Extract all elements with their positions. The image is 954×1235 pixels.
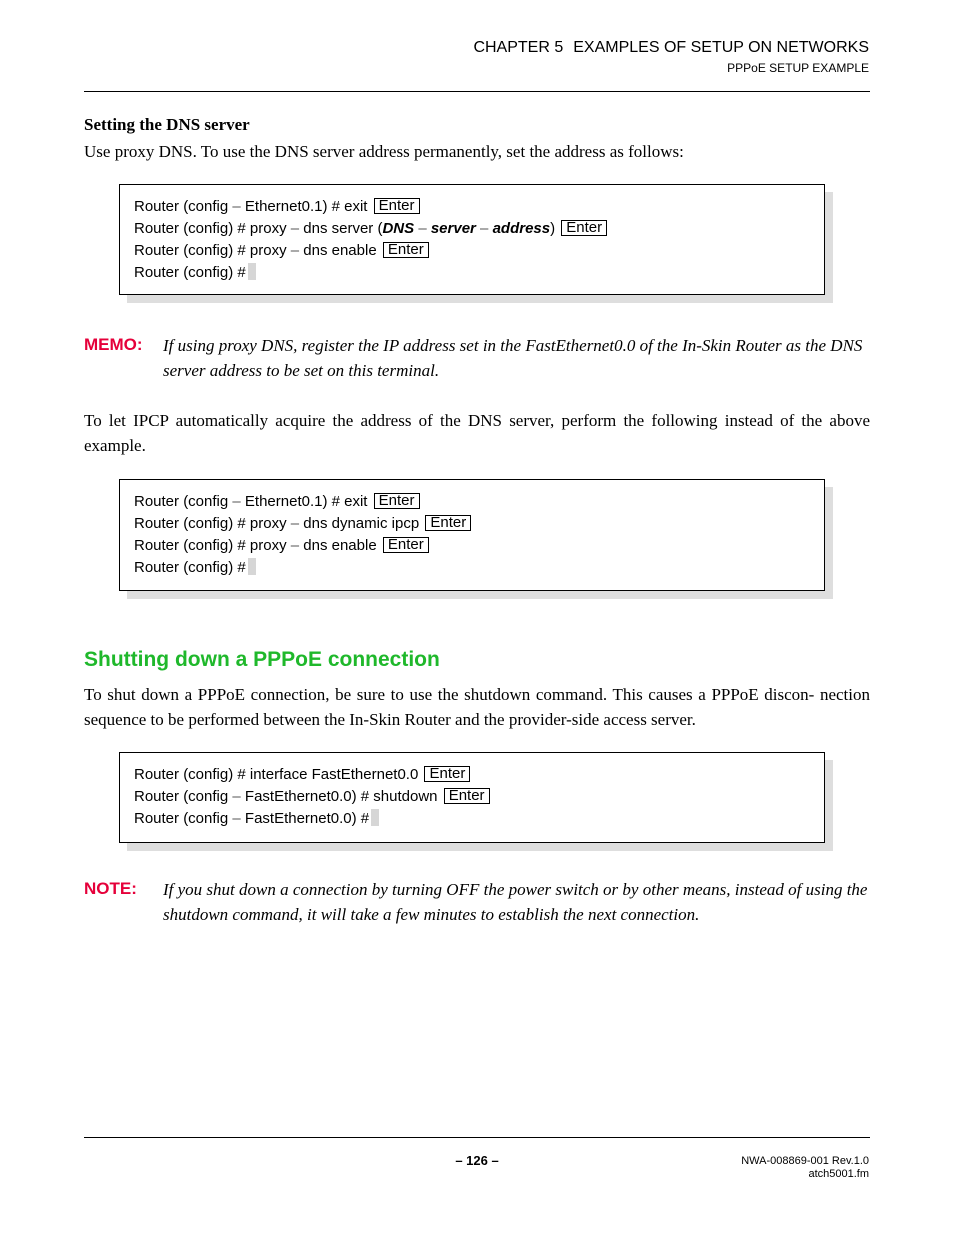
file-name: atch5001.fm [808, 1168, 869, 1180]
command-line: Router (config) # [134, 557, 810, 579]
note-label: NOTE: [84, 879, 137, 898]
address-argument: address [492, 220, 551, 237]
doc-id: NWA-008869-001 Rev.1.0 [741, 1155, 869, 1167]
footer-doc-info [741, 1155, 869, 1181]
enter-key: Enter [561, 220, 607, 236]
ipcp-paragraph: To let IPCP automatically acquire the address of the DNS server, perform the following instead of the above example. [84, 411, 870, 455]
dns-intro: Use proxy DNS. To use the DNS server address permanently, set the address as follows: [84, 142, 684, 161]
memo-text: If using proxy DNS, register the IP address set in the FastEthernet0.0 of the In-Skin Router as the DNS server address to be set on this terminal. [163, 336, 863, 380]
command-line: Router (config – Ethernet0.1) # exit Enter [134, 491, 810, 513]
command-line: Router (config) # proxy – dns enable Enter [134, 535, 810, 557]
command-line: Router (config) # proxy – dns dynamic ipcp Enter [134, 513, 810, 535]
shutdown-intro: To shut down a PPPoE connection, be sure to use the shutdown command. This causes a PPPoE discon- nection sequence to be performed between the In-Skin Router and the provider-side access server. [84, 685, 870, 729]
note-text: If you shut down a connection by turning OFF the power switch or by other means, instead of using the shutdown command, it will take a few minutes to establish the next connection. [163, 880, 868, 924]
command-line: Router (config) # interface FastEthernet0.0 Enter [134, 764, 810, 786]
enter-key: Enter [444, 788, 490, 804]
command-line: Router (config) # proxy – dns server (DNS – server – address) Enter [134, 218, 810, 240]
command-line: Router (config – Ethernet0.1) # exit Enter [134, 196, 810, 218]
command-line: Router (config – FastEthernet0.0) # shutdown Enter [134, 786, 810, 808]
chapter-number: CHAPTER 5 [473, 39, 564, 56]
header-section: PPPoE SETUP EXAMPLE [727, 61, 869, 75]
cursor-block [248, 558, 256, 575]
page-number: – 126 – [455, 1153, 499, 1168]
header-chapter [473, 39, 869, 57]
enter-key: Enter [424, 766, 470, 782]
server-argument: server [430, 220, 476, 237]
dns-heading: Setting the DNS server [84, 115, 250, 134]
header-rule [84, 91, 870, 92]
command-line: Router (config) # proxy – dns enable Enter [134, 240, 810, 262]
cursor-block [248, 263, 256, 280]
enter-key: Enter [374, 198, 420, 214]
cursor-block [371, 809, 379, 826]
dns-argument: DNS [382, 220, 415, 237]
enter-key: Enter [383, 537, 429, 553]
command-box-dns-static [119, 184, 825, 295]
enter-key: Enter [425, 515, 471, 531]
enter-key: Enter [383, 242, 429, 258]
footer-rule [84, 1137, 870, 1138]
command-line: Router (config – FastEthernet0.0) # [134, 808, 810, 830]
command-box-dns-ipcp [119, 479, 825, 591]
chapter-title: EXAMPLES OF SETUP ON NETWORKS [573, 39, 869, 56]
enter-key: Enter [374, 493, 420, 509]
section-title: Shutting down a PPPoE connection [84, 648, 440, 671]
memo-label: MEMO: [84, 335, 143, 354]
command-box-shutdown [119, 752, 825, 843]
command-line: Router (config) # [134, 262, 810, 284]
